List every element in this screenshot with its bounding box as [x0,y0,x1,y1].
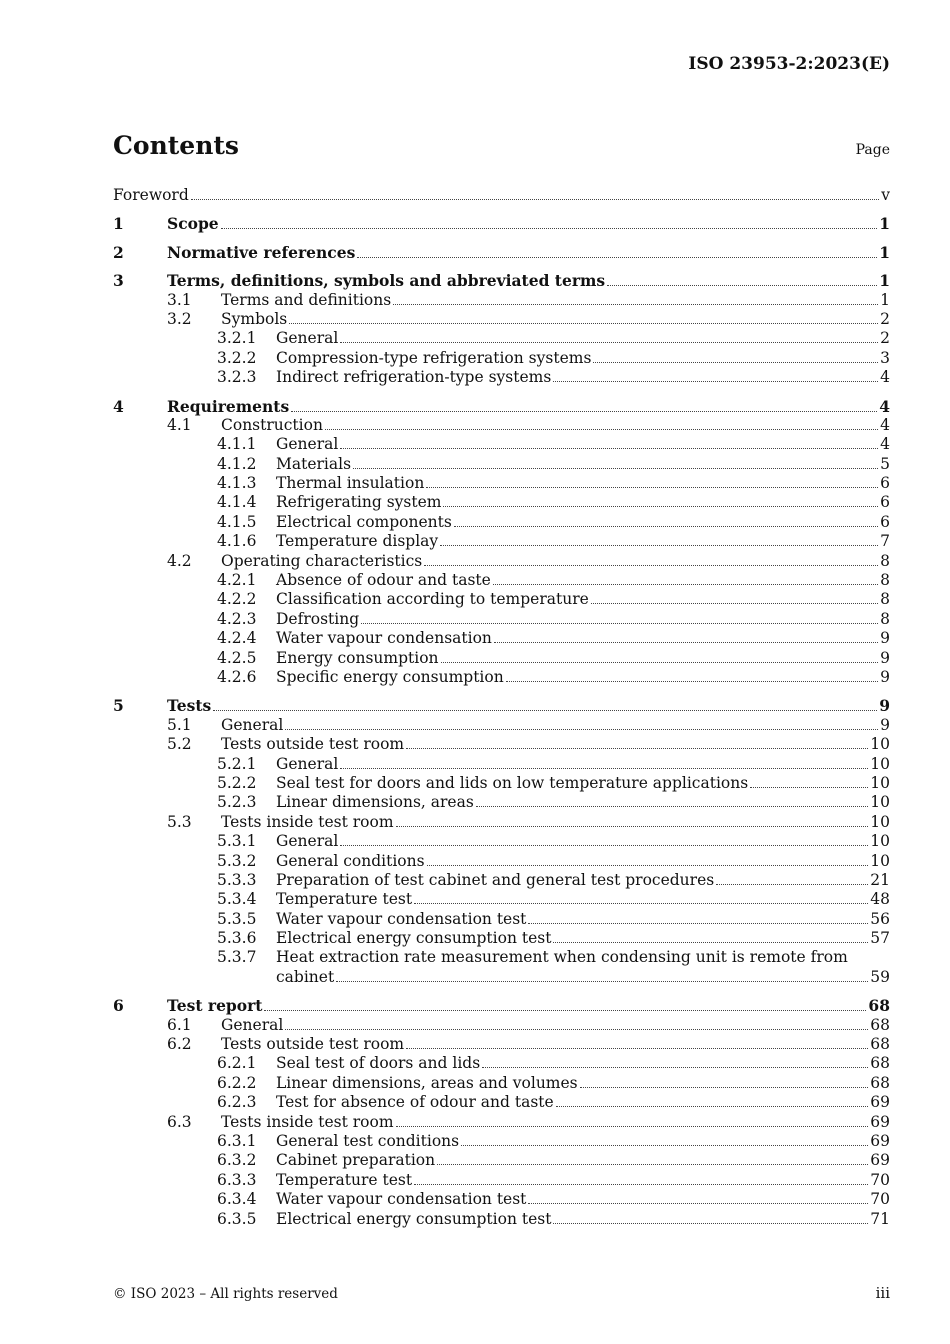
dot-leader [340,768,868,769]
toc-entry-page: 10 [870,832,890,851]
toc-entry[interactable] [113,948,890,987]
toc-entry-number: 6.3.2 [217,1151,257,1170]
toc-entry[interactable] [113,435,890,454]
toc-entry-number: 5.3.2 [217,851,257,870]
toc-entry-title: General test conditions [276,1131,460,1150]
toc-entry-title: Compression-type refrigeration systems [276,348,592,367]
toc-entry[interactable] [113,793,890,812]
toc-entry-title: Tests outside test room [221,1035,405,1054]
dot-leader [437,1164,868,1165]
toc-entry-title: Cabinet preparation [276,1151,436,1170]
toc-entry-title: Tests outside test room [221,735,405,754]
toc-entry-number: 6.1 [167,1015,192,1034]
toc-entry[interactable] [113,532,890,551]
toc-entry-title: Test for absence of odour and taste [276,1093,554,1112]
dot-leader [340,342,878,343]
toc-entry[interactable] [113,291,890,310]
dot-leader [443,506,878,507]
copyright-notice: © ISO 2023 – All rights reserved [113,1286,338,1302]
toc-entry-number: 5.3.1 [217,832,257,851]
toc-entry-title: Temperature display [276,532,439,551]
toc-entry-page: 7 [880,532,890,551]
dot-leader [357,257,877,258]
toc-entry-number: 2 [113,242,124,262]
toc-entry-title: Water vapour condensation [276,629,492,648]
toc-entry-title: Specific energy consumption [276,667,504,686]
toc-entry-page: 9 [880,648,890,667]
toc-entry-number: 4.1.2 [217,454,257,473]
toc-entry-number: 4.1.6 [217,532,257,551]
toc-entry[interactable] [113,610,890,629]
dot-leader [414,1184,868,1185]
toc-entry[interactable] [113,1035,890,1054]
toc-entry-title: Temperature test [276,890,413,909]
toc-entry-page: 1 [879,271,890,291]
toc-entry[interactable] [113,649,890,668]
toc-entry-title: Thermal insulation [276,474,425,493]
toc-entry-number: 5.3.3 [217,870,257,889]
dot-leader [494,642,878,643]
dot-leader [440,545,878,546]
dot-leader [750,787,868,788]
toc-entry[interactable] [113,629,890,648]
toc-entry[interactable] [113,774,890,793]
dot-leader [553,942,868,943]
toc-entry-title: Heat extraction rate measurement when condensing unit is remote from [276,948,848,967]
toc-entry-title: Requirements [167,396,290,416]
toc-entry[interactable] [113,910,890,929]
toc-entry[interactable] [113,455,890,474]
toc-entry-title-continued: cabinet [276,967,335,986]
toc-entry-number: 6.2.3 [217,1093,257,1112]
toc-entry[interactable] [113,1016,890,1035]
toc-entry-page: 1 [879,242,890,262]
toc-entry[interactable] [113,1210,890,1229]
toc-entry-number: 4.2.1 [217,571,257,590]
toc-entry-number: 6.3.1 [217,1131,257,1150]
toc-entry-title: Electrical energy consumption test [276,929,552,948]
toc-entry-page: 57 [870,929,890,948]
toc-entry[interactable] [113,243,890,262]
toc-entry-page: 68 [870,1054,890,1073]
dot-leader [285,729,878,730]
toc-entry[interactable] [113,493,890,512]
table-of-contents [113,186,890,1229]
toc-entry[interactable] [113,214,890,233]
toc-entry-page: 6 [880,493,890,512]
dot-leader [264,1010,866,1011]
toc-entry-page: 5 [880,454,890,473]
toc-entry-title: Materials [276,454,352,473]
toc-entry-page: 4 [880,415,890,434]
toc-entry-page: 70 [870,1190,890,1209]
dot-leader [591,603,878,604]
dot-leader [213,710,877,711]
toc-entry-page: 68 [870,1015,890,1034]
toc-entry-title: General [276,435,339,454]
toc-entry[interactable] [113,735,890,754]
toc-entry-number: 4.1.5 [217,512,257,531]
toc-entry-page: 4 [880,368,890,387]
toc-entry[interactable] [113,1132,890,1151]
dot-leader [393,304,878,305]
dot-leader [340,448,878,449]
toc-entry-title: General [276,754,339,773]
toc-entry-title: Operating characteristics [221,551,423,570]
toc-entry[interactable] [113,513,890,532]
toc-entry[interactable] [113,329,890,348]
toc-entry-number: 4.1.1 [217,435,257,454]
toc-entry-page: 10 [870,793,890,812]
toc-entry-title: Refrigerating system [276,493,442,512]
toc-entry-page: 69 [870,1112,890,1131]
toc-entry[interactable] [113,890,890,909]
dot-leader [482,1067,868,1068]
toc-entry-title: Absence of odour and taste [276,571,491,590]
toc-entry-number: 6 [113,996,124,1016]
toc-entry[interactable] [113,696,890,715]
toc-entry-title: Seal test of doors and lids [276,1054,481,1073]
dot-leader [607,285,877,286]
toc-entry-title: Tests inside test room [221,812,394,831]
dot-leader [414,903,868,904]
toc-entry-number: 6.3.5 [217,1209,257,1228]
dot-leader [528,1203,868,1204]
dot-leader [353,468,878,469]
toc-entry-number: 5.2.1 [217,754,257,773]
toc-entry-number: 4.2.2 [217,590,257,609]
toc-entry-page: 10 [870,851,890,870]
dot-leader [716,884,868,885]
dot-leader [325,429,878,430]
dot-leader [424,565,878,566]
toc-entry-title: General [221,1015,284,1034]
toc-entry-page: 8 [880,571,890,590]
toc-entry-title: Electrical components [276,512,452,531]
document-id: ISO 23953-2:2023(E) [688,54,890,74]
toc-entry[interactable] [113,871,890,890]
toc-entry-page: 4 [880,435,890,454]
toc-entry[interactable] [113,349,890,368]
toc-entry-title: General conditions [276,851,425,870]
toc-entry-title: Foreword [113,186,189,204]
toc-entry-number: 5.2.3 [217,793,257,812]
toc-entry-number: 6.2.2 [217,1073,257,1092]
toc-entry-number: 6.2 [167,1035,192,1054]
toc-entry-title: Linear dimensions, areas [276,793,474,812]
dot-leader [406,748,868,749]
dot-leader [406,1048,868,1049]
toc-entry-number: 1 [113,214,124,234]
toc-entry[interactable] [113,186,890,205]
dot-leader [553,1223,868,1224]
toc-entry-number: 4 [113,396,124,416]
toc-entry-page: 68 [868,996,890,1016]
toc-entry-title: Scope [167,214,219,234]
toc-entry-page: 71 [870,1209,890,1228]
toc-entry[interactable] [113,571,890,590]
toc-entry-number: 4.1.3 [217,474,257,493]
toc-entry[interactable] [113,416,890,435]
toc-entry-page: 8 [880,609,890,628]
toc-entry-page: v [881,186,890,204]
toc-entry[interactable] [113,1190,890,1209]
toc-entry-number: 5.2.2 [217,773,257,792]
dot-leader [396,1126,869,1127]
toc-entry-page: 48 [870,890,890,909]
dot-leader [289,323,878,324]
toc-entry[interactable] [113,929,890,948]
toc-entry-number: 5.2 [167,735,192,754]
toc-entry-number: 6.3.3 [217,1170,257,1189]
toc-entry-page: 69 [870,1131,890,1150]
toc-entry-number: 5.3.4 [217,890,257,909]
toc-entry-number: 3.2 [167,309,192,328]
toc-entry-title: Preparation of test cabinet and general test procedures [276,870,715,889]
toc-entry-number: 6.3 [167,1112,192,1131]
toc-entry-page: 9 [879,696,890,716]
toc-entry-page: 10 [870,754,890,773]
toc-entry-number: 3.2.3 [217,368,257,387]
toc-entry-number: 5 [113,696,124,716]
toc-entry[interactable] [113,813,890,832]
dot-leader [580,1087,869,1088]
toc-entry-title: Classification according to temperature [276,590,589,609]
toc-entry-title: Energy consumption [276,648,439,667]
page-column-label: Page [855,142,890,158]
toc-entry-number: 4.2.4 [217,629,257,648]
toc-entry[interactable] [113,716,890,735]
dot-leader [454,526,878,527]
toc-entry[interactable] [113,397,890,416]
dot-leader [427,865,869,866]
toc-entry-title: Defrosting [276,609,360,628]
dot-leader [285,1029,868,1030]
toc-entry-title: Water vapour condensation test [276,1190,527,1209]
dot-leader [336,981,868,982]
toc-entry[interactable] [113,590,890,609]
toc-entry-page: 9 [880,667,890,686]
dot-leader [528,923,868,924]
toc-entry-page: 1 [880,290,890,309]
toc-entry-page: 9 [880,715,890,734]
toc-entry[interactable] [113,1054,890,1073]
toc-entry-title: Terms and definitions [221,290,392,309]
toc-entry[interactable] [113,755,890,774]
toc-entry-page: 3 [880,348,890,367]
toc-entry-number: 4.1.4 [217,493,257,512]
dot-leader [361,623,878,624]
toc-entry-number: 5.3.5 [217,909,257,928]
toc-entry-page: 10 [870,735,890,754]
toc-entry-number: 6.2.1 [217,1054,257,1073]
toc-entry-page: 9 [880,629,890,648]
page-title: Contents [113,131,240,160]
toc-entry-page: 2 [880,329,890,348]
toc-entry[interactable] [113,1171,890,1190]
dot-leader [556,1106,869,1107]
toc-entry-page: 70 [870,1170,890,1189]
dot-leader [191,199,879,200]
toc-entry-number: 3.2.2 [217,348,257,367]
toc-entry-title: Terms, definitions, symbols and abbreviated terms [167,271,606,291]
toc-entry[interactable] [113,1113,890,1132]
toc-entry[interactable] [113,1093,890,1112]
toc-entry-page: 69 [870,1151,890,1170]
toc-entry[interactable] [113,552,890,571]
toc-entry-number: 5.3.7 [217,948,257,967]
toc-entry-number: 5.3.6 [217,929,257,948]
toc-entry[interactable] [113,668,890,687]
toc-entry[interactable] [113,996,890,1015]
dot-leader [221,228,878,229]
dot-leader [553,381,878,382]
toc-entry[interactable] [113,368,890,387]
page-number: iii [875,1284,890,1302]
toc-entry-number: 3 [113,271,124,291]
toc-entry[interactable] [113,852,890,871]
toc-entry-title: Electrical energy consumption test [276,1209,552,1228]
toc-entry[interactable] [113,1151,890,1170]
toc-entry[interactable] [113,1074,890,1093]
toc-entry-title: Symbols [221,309,288,328]
toc-entry-title: Temperature test [276,1170,413,1189]
toc-entry-page: 4 [879,396,890,416]
toc-entry-title: Construction [221,415,323,434]
toc-entry-page: 8 [880,590,890,609]
toc-entry-number: 4.2.3 [217,609,257,628]
toc-entry-title: General [276,329,339,348]
dot-leader [476,806,868,807]
toc-entry-title: Seal test for doors and lids on low temperature applications [276,773,749,792]
toc-entry-title: General [221,715,284,734]
toc-entry-page: 21 [870,870,890,889]
toc-entry-title: Tests [167,696,212,716]
toc-entry-page: 1 [879,214,890,234]
toc-entry-title: Tests inside test room [221,1112,394,1131]
dot-leader [461,1145,868,1146]
toc-entry-number: 3.1 [167,290,192,309]
toc-entry-number: 4.2.5 [217,648,257,667]
toc-entry[interactable] [113,474,890,493]
dot-leader [340,845,868,846]
toc-entry-number: 5.1 [167,715,192,734]
dot-leader [441,662,879,663]
toc-entry-page: 6 [880,512,890,531]
dot-leader [426,487,878,488]
toc-entry-page: 8 [880,551,890,570]
dot-leader [396,826,869,827]
toc-entry-page: 10 [870,773,890,792]
dot-leader [291,411,877,412]
toc-entry-page: 56 [870,909,890,928]
toc-entry-number: 4.2 [167,551,192,570]
toc-entry-page: 68 [870,1035,890,1054]
dot-leader [506,681,878,682]
dot-leader [593,362,878,363]
toc-entry-page: 68 [870,1073,890,1092]
toc-entry-title: Normative references [167,242,356,262]
toc-entry-page: 2 [880,309,890,328]
dot-leader [493,584,878,585]
toc-entry[interactable] [113,832,890,851]
toc-entry-title: Linear dimensions, areas and volumes [276,1073,578,1092]
toc-entry-title: Water vapour condensation test [276,909,527,928]
toc-entry-number: 6.3.4 [217,1190,257,1209]
toc-entry-page: 59 [870,967,890,986]
toc-entry-page: 6 [880,474,890,493]
toc-entry-number: 4.1 [167,415,192,434]
toc-entry-number: 5.3 [167,812,192,831]
toc-entry-title: Test report [167,996,263,1016]
toc-entry-title: Indirect refrigeration-type systems [276,368,552,387]
toc-entry[interactable] [113,310,890,329]
toc-entry-title: General [276,832,339,851]
toc-entry-number: 3.2.1 [217,329,257,348]
toc-entry[interactable] [113,271,890,290]
toc-entry-page: 10 [870,812,890,831]
toc-entry-page: 69 [870,1093,890,1112]
toc-entry-number: 4.2.6 [217,667,257,686]
